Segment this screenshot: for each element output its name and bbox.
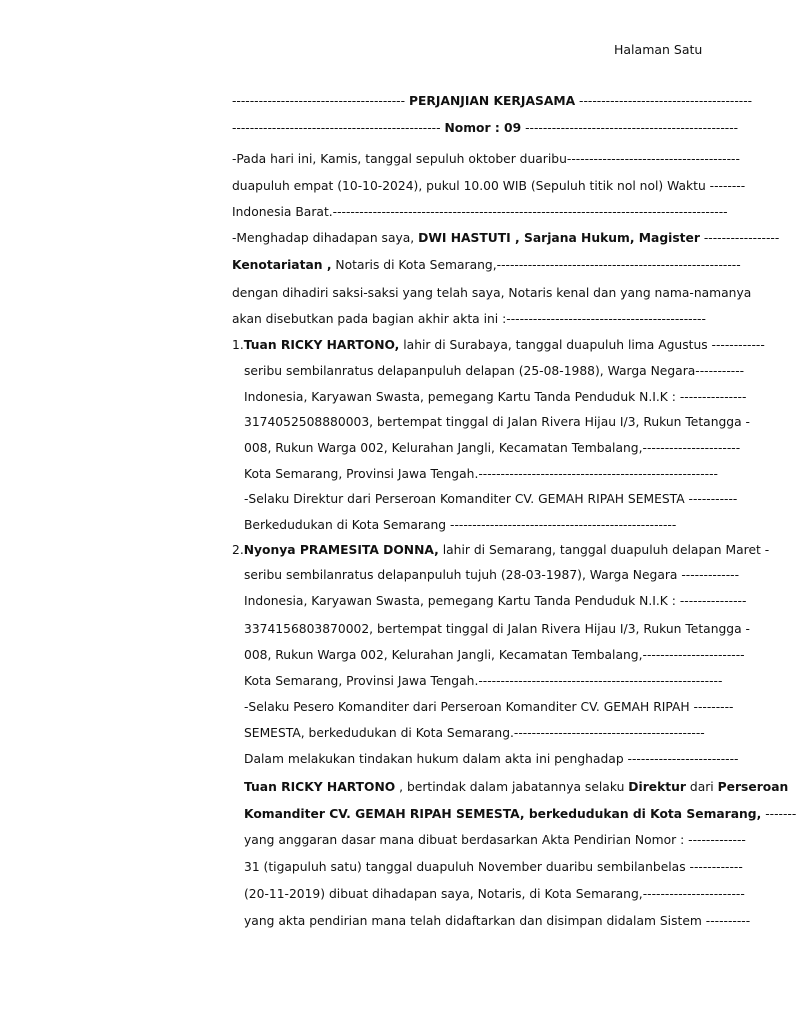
party-1-line: 3174052508880003, bertempat tinggal di Jalan Rivera Hijau I/3, Rukun Tetangga -: [244, 415, 750, 429]
party-2-line: SEMESTA, berkedudukan di Kota Semarang.-------------------------------------------: [244, 726, 705, 740]
party-2-line: 008, Rukun Warga 002, Kelurahan Jangli, Kecamatan Tembalang,-----------------------: [244, 648, 745, 662]
deed-number: ----------------------------------------------- Nomor : 09 ------------------------------------------------: [232, 121, 739, 135]
party-2-line: Indonesia, Karyawan Swasta, pemegang Kartu Tanda Penduduk N.I.K : ---------------: [244, 594, 747, 608]
party-1-line: Indonesia, Karyawan Swasta, pemegang Kartu Tanda Penduduk N.I.K : ---------------: [244, 390, 747, 404]
deed-number-text: Nomor : 09: [444, 121, 522, 135]
deed-title: --------------------------------------- PERJANJIAN KERJASAMA ---------------------------------------: [232, 94, 753, 108]
capacity-line: yang akta pendirian mana telah didaftarkan dan disimpan didalam Sistem ----------: [244, 914, 751, 928]
notary-name: DWI HASTUTI , Sarjana Hukum, Magister: [418, 231, 700, 245]
party-1-line: Kota Semarang, Provinsi Jawa Tengah.------------------------------------------------------: [244, 467, 718, 481]
party-1-line: Berkedudukan di Kota Semarang ---------------------------------------------------: [244, 518, 677, 532]
capacity-line: 31 (tigapuluh satu) tanggal duapuluh November duaribu sembilanbelas ------------: [244, 860, 743, 874]
party-2-name: Nyonya PRAMESITA DONNA,: [243, 543, 439, 557]
party-2-line: Kota Semarang, Provinsi Jawa Tengah.-------------------------------------------------------: [244, 674, 723, 688]
party-2-line: seribu sembilanratus delapanpuluh tujuh (28-03-1987), Warga Negara -------------: [244, 568, 740, 582]
appearance-line: akan disebutkan pada bagian akhir akta ini :---------------------------------------------: [232, 312, 706, 326]
party-1-line: 008, Rukun Warga 002, Kelurahan Jangli, Kecamatan Tembalang,----------------------: [244, 441, 741, 455]
party-2-line: Dalam melakukan tindakan hukum dalam akta ini penghadap -------------------------: [244, 752, 739, 766]
capacity-line: Tuan RICKY HARTONO , bertindak dalam jabatannya selaku Direktur dari Perseroan: [244, 780, 789, 794]
capacity-line: (20-11-2019) dibuat dihadapan saya, Notaris, di Kota Semarang,-----------------------: [244, 887, 745, 901]
opening-line: -Pada hari ini, Kamis, tanggal sepuluh oktober duaribu---------------------------------------: [232, 152, 740, 166]
capacity-line: Komanditer CV. GEMAH RIPAH SEMESTA, berkedudukan di Kota Semarang, -------: [244, 807, 796, 821]
page-number-label: Halaman Satu: [614, 42, 703, 57]
appearance-line: -Menghadap dihadapan saya, DWI HASTUTI , Sarjana Hukum, Magister -----------------: [232, 231, 780, 245]
party-2-heading: 2.Nyonya PRAMESITA DONNA, lahir di Semarang, tanggal duapuluh delapan Maret -: [232, 543, 770, 557]
party-1-heading: 1.Tuan RICKY HARTONO, lahir di Surabaya, tanggal duapuluh lima Agustus ------------: [232, 338, 765, 352]
appearance-line: Kenotariatan , Notaris di Kota Semarang,-------------------------------------------------------: [232, 258, 741, 272]
party-2-line: -Selaku Pesero Komanditer dari Perseroan Komanditer CV. GEMAH RIPAH ---------: [244, 700, 734, 714]
party-1-line: -Selaku Direktur dari Perseroan Komanditer CV. GEMAH RIPAH SEMESTA -----------: [244, 492, 738, 506]
opening-line: duapuluh empat (10-10-2024), pukul 10.00 WIB (Sepuluh titik nol nol) Waktu --------: [232, 179, 746, 193]
party-1-name: Tuan RICKY HARTONO,: [243, 338, 400, 352]
capacity-line: yang anggaran dasar mana dibuat berdasarkan Akta Pendirian Nomor : -------------: [244, 833, 746, 847]
party-2-line: 3374156803870002, bertempat tinggal di Jalan Rivera Hijau I/3, Rukun Tetangga -: [244, 622, 750, 636]
party-1-line: seribu sembilanratus delapanpuluh delapan (25-08-1988), Warga Negara-----------: [244, 364, 745, 378]
appearance-line: dengan dihadiri saksi-saksi yang telah saya, Notaris kenal dan yang nama-namanya: [232, 286, 752, 300]
deed-title-text: PERJANJIAN KERJASAMA: [408, 94, 576, 108]
opening-line: Indonesia Barat.-----------------------------------------------------------------------------------------: [232, 205, 728, 219]
